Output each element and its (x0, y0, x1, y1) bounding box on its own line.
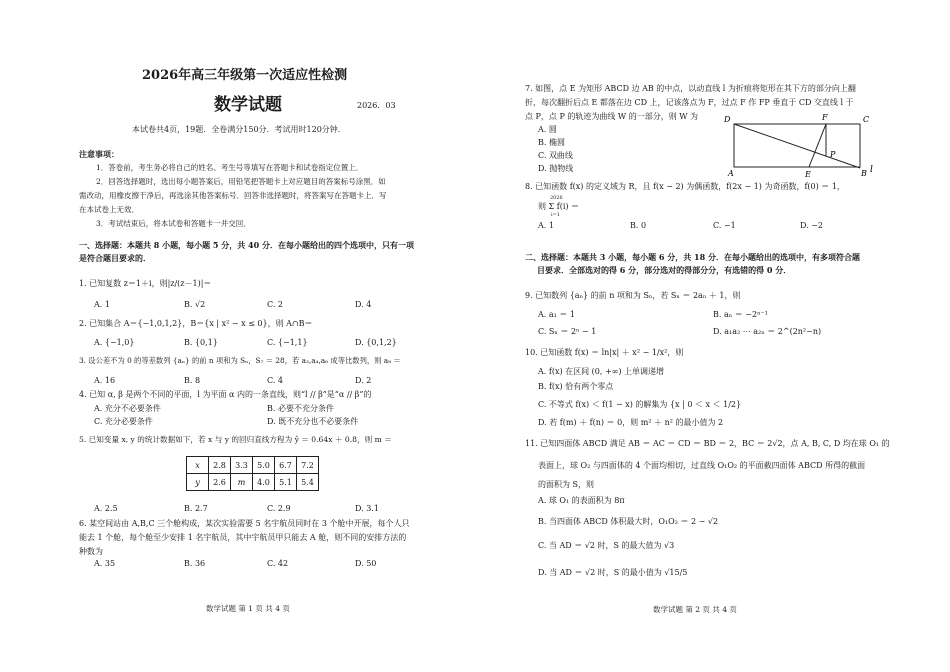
question-8-stem: 8. 已知函数 f(x) 的定义域为 R，且 f(x − 2) 为偶函数，f(2x − 1) 为奇函数，f(0) ＝ 1， (525, 182, 845, 191)
question-5-stem: 5. 已知变量 x, y 的统计数据如下，若 x 与 y 的回归直线方程为 ŷ ＝ 0.64x ＋ 0.8，则 m ＝ (79, 435, 392, 444)
question-2-option-a: A. {−1,0} (94, 338, 135, 347)
question-3-option-d: D. 2 (355, 376, 372, 385)
question-4-option-a: A. 充分不必要条件 (94, 404, 161, 413)
rectangle-fold-figure (720, 110, 880, 180)
question-9-option-a: A. a₁ ＝ 1 (538, 310, 576, 319)
question-4-option-d: D. 既不充分也不必要条件 (267, 417, 359, 426)
notice-line: 2．回答选择题时，选出每小题答案后，用铅笔把答题卡上对应题目的答案标号涂黑．如 (96, 177, 386, 186)
table-row (187, 474, 319, 491)
exam-date: 2026．03 (357, 101, 396, 110)
question-11-option-a: A. 球 O₁ 的表面积为 8π (538, 496, 625, 505)
question-9-option-c: C. Sₙ ＝ 2ⁿ − 1 (538, 327, 597, 336)
question-8-option-b: B. 0 (630, 221, 647, 230)
page-footer: 数学试题 第 2 页 共 4 页 (653, 605, 737, 614)
question-5-option-a: A. 2.5 (94, 504, 118, 513)
section-1-heading: 是符合题目要求的． (79, 253, 151, 263)
question-8-option-c: C. −1 (713, 221, 736, 230)
notice-line: 1．答卷前，考生务必将自己的姓名、考生号等填写在答题卡和试卷指定位置上． (96, 163, 364, 172)
question-3-option-c: C. 4 (267, 376, 284, 385)
table-cell: m (231, 474, 253, 491)
question-5-option-b: B. 2.7 (184, 504, 208, 513)
question-4-option-c: C. 充分必要条件 (94, 417, 153, 426)
label-l: l (870, 165, 873, 175)
subject-title: 数学试题 (214, 95, 282, 115)
table-cell: 7.2 (297, 457, 319, 474)
question-8-option-a: A. 1 (538, 221, 554, 230)
question-10-stem: 10. 已知函数 f(x) ＝ ln|x| ＋ x² − 1/x²，则 (525, 348, 684, 357)
question-2-option-b: B. {0,1} (184, 338, 218, 347)
question-7-option-a: A. 圆 (538, 125, 557, 134)
summation-upper: 2026 (550, 195, 563, 201)
question-3-option-b: B. 8 (184, 376, 201, 385)
section-2-heading: 目要求．全部选对的得 6 分，部分选对的得部分分，有选错的得 0 分． (537, 265, 792, 275)
question-4-stem: 4. 已知 α, β 是两个不同的平面，l 为平面 α 内的一条直线，则“l // β”是“α // β”的 (79, 390, 372, 399)
question-11-option-d: D. 当 AD ＝ √2 时，S 的最小值为 √15/5 (538, 568, 688, 577)
question-1-stem: 1. 已知复数 z＝1＋i，则|z/(z－1)|＝ (79, 279, 212, 288)
question-1-option-b: B. √2 (184, 300, 206, 309)
question-7-stem: 折，每次翻折后点 E 都落在边 CD 上，记该落点为 F，过点 F 作 FP 垂直于 CD 交直线 l 于 (525, 98, 854, 107)
question-4-option-b: B. 必要不充分条件 (267, 404, 334, 413)
exam-title: 2026年高三年级第一次适应性检测 (142, 68, 348, 83)
table-cell: 3.3 (231, 457, 253, 474)
question-6-option-d: D. 50 (355, 559, 377, 568)
page-footer: 数学试题 第 1 页 共 4 页 (206, 604, 290, 613)
question-11-option-b: B. 当四面体 ABCD 体积最大时，O₁O₂ ＝ 2 − √2 (538, 517, 719, 526)
question-11-option-c: C. 当 AD ＝ √2 时，S 的最大值为 √3 (538, 541, 675, 550)
table-cell: 2.6 (209, 474, 231, 491)
question-6-stem: 种数为 (79, 547, 103, 556)
question-8-option-d: D. −2 (800, 221, 824, 230)
question-2-stem: 2. 已知集合 A＝{−1,0,1,2}，B＝{x | x² − x ≤ 0}，则 A∩B＝ (79, 319, 313, 328)
question-10-option-a: A. f(x) 在区间 (0, +∞) 上单调递增 (538, 367, 664, 376)
label-b: B (861, 169, 867, 178)
question-11-stem: 的面积为 S，则 (538, 480, 595, 489)
question-9-stem: 9. 已知数列 {aₙ} 的前 n 项和为 Sₙ，若 Sₙ ＝ 2aₙ ＋ 1，则 (525, 291, 741, 300)
label-a: A (728, 169, 734, 178)
table-cell: 2.8 (209, 457, 231, 474)
exam-info: 本试卷共4页，19题．全卷满分150分．考试用时120分钟． (132, 125, 346, 134)
question-9-option-b: B. aₙ ＝ −2ⁿ⁻¹ (713, 310, 768, 319)
section-2-heading: 二、选择题：本题共 3 小题，每小题 6 分，共 18 分．在每小题给出的选项中，有多项符合题 (525, 252, 860, 262)
fold-line-l (734, 124, 860, 168)
summation-lower: i=1 (551, 212, 560, 218)
question-10-option-b: B. f(x) 恰有两个零点 (538, 382, 614, 391)
question-5-option-c: C. 2.9 (267, 504, 291, 513)
segment-fe (809, 124, 826, 167)
label-f: F (822, 113, 828, 122)
question-6-option-c: C. 42 (267, 559, 289, 568)
table-cell: 5.4 (297, 474, 319, 491)
question-3-option-a: A. 16 (94, 376, 116, 385)
question-6-stem: 能去 1 个舱，每个舱至少安排 1 名宇航员，其中宇航员甲只能去 A 舱，则不同的安排方法的 (79, 533, 407, 542)
question-7-option-c: C. 双曲线 (538, 151, 573, 160)
question-7-option-b: B. 椭圆 (538, 138, 565, 147)
question-6-option-b: B. 36 (184, 559, 206, 568)
question-2-option-d: D. {0,1,2} (355, 338, 397, 347)
question-7-stem: 7. 如图，点 E 为矩形 ABCD 边 AB 的中点，以动直线 l 为折痕将矩形在其下方的部分向上翻 (525, 84, 856, 93)
notice-title: 注意事项： (79, 149, 119, 159)
table-cell: 5.1 (275, 474, 297, 491)
question-10-option-c: C. 不等式 f(x) ＜ f(1 − x) 的解集为 {x | 0 ＜ x ＜ 1/2} (538, 400, 742, 409)
table-cell: 4.0 (253, 474, 275, 491)
question-5-option-d: D. 3.1 (355, 504, 379, 513)
question-7-option-d: D. 抛物线 (538, 164, 574, 173)
notice-line: 3．考试结束后，将本试卷和答题卡一并交回． (96, 219, 251, 228)
question-1-option-d: D. 4 (355, 300, 372, 309)
table-row (187, 457, 319, 474)
label-d: D (724, 115, 731, 124)
table-cell: x (187, 457, 209, 474)
section-1-heading: 一、选择题：本题共 8 小题，每小题 5 分，共 40 分．在每小题给出的四个选项中，只有一项 (79, 240, 414, 250)
notice-line: 在本试卷上无效． (79, 205, 139, 214)
question-11-stem: 11. 已知四面体 ABCD 满足 AB ＝ AC ＝ CD ＝ BD ＝ 2，BC ＝ 2√2，点 A, B, C, D 均在球 O₁ 的 (525, 439, 890, 448)
question-2-option-c: C. {−1,1} (267, 338, 308, 347)
question-10-option-d: D. 若 f(m) ＋ f(n) ＝ 0，则 m² ＋ n² 的最小值为 2 (538, 418, 724, 427)
question-1-option-c: C. 2 (267, 300, 284, 309)
question-8-stem: 则 Σ f(i) ＝ (538, 202, 580, 211)
notice-line: 需改动，用橡皮擦干净后，再选涂其他答案标号．回答非选择题时，将答案写在答题卡上．写 (79, 191, 387, 200)
label-e: E (805, 170, 811, 179)
question-1-option-a: A. 1 (94, 300, 110, 309)
question-7-stem: 点 P，点 P 的轨迹为曲线 W 的一部分，则 W 为 (525, 112, 699, 121)
label-c: C (863, 115, 870, 124)
exam-page-2 (475, 0, 950, 672)
label-p: P (830, 150, 836, 159)
question-9-option-d: D. a₁a₂ ⋯ a₂ₙ ＝ 2^(2n²−n) (713, 327, 822, 336)
statistics-table (186, 456, 319, 491)
table-cell: 5.0 (253, 457, 275, 474)
table-cell: 6.7 (275, 457, 297, 474)
table-cell: y (187, 474, 209, 491)
question-6-option-a: A. 35 (94, 559, 116, 568)
question-3-stem: 3. 设公差不为 0 的等差数列 {aₙ} 的前 n 项和为 Sₙ，S₇ ＝ 28，若 a₃,a₄,a₆ 成等比数列，则 a₈ ＝ (79, 356, 401, 365)
question-11-stem: 表面上，球 O₂ 与四面体的 4 个面均相切，过直线 O₁O₂ 的平面截四面体 ABCD 所得的截面 (538, 461, 866, 470)
question-6-stem: 6. 某空间站由 A,B,C 三个舱构成，某次实验需要 5 名宇航员同时在 3 个舱中开展，每个人只 (79, 519, 410, 528)
